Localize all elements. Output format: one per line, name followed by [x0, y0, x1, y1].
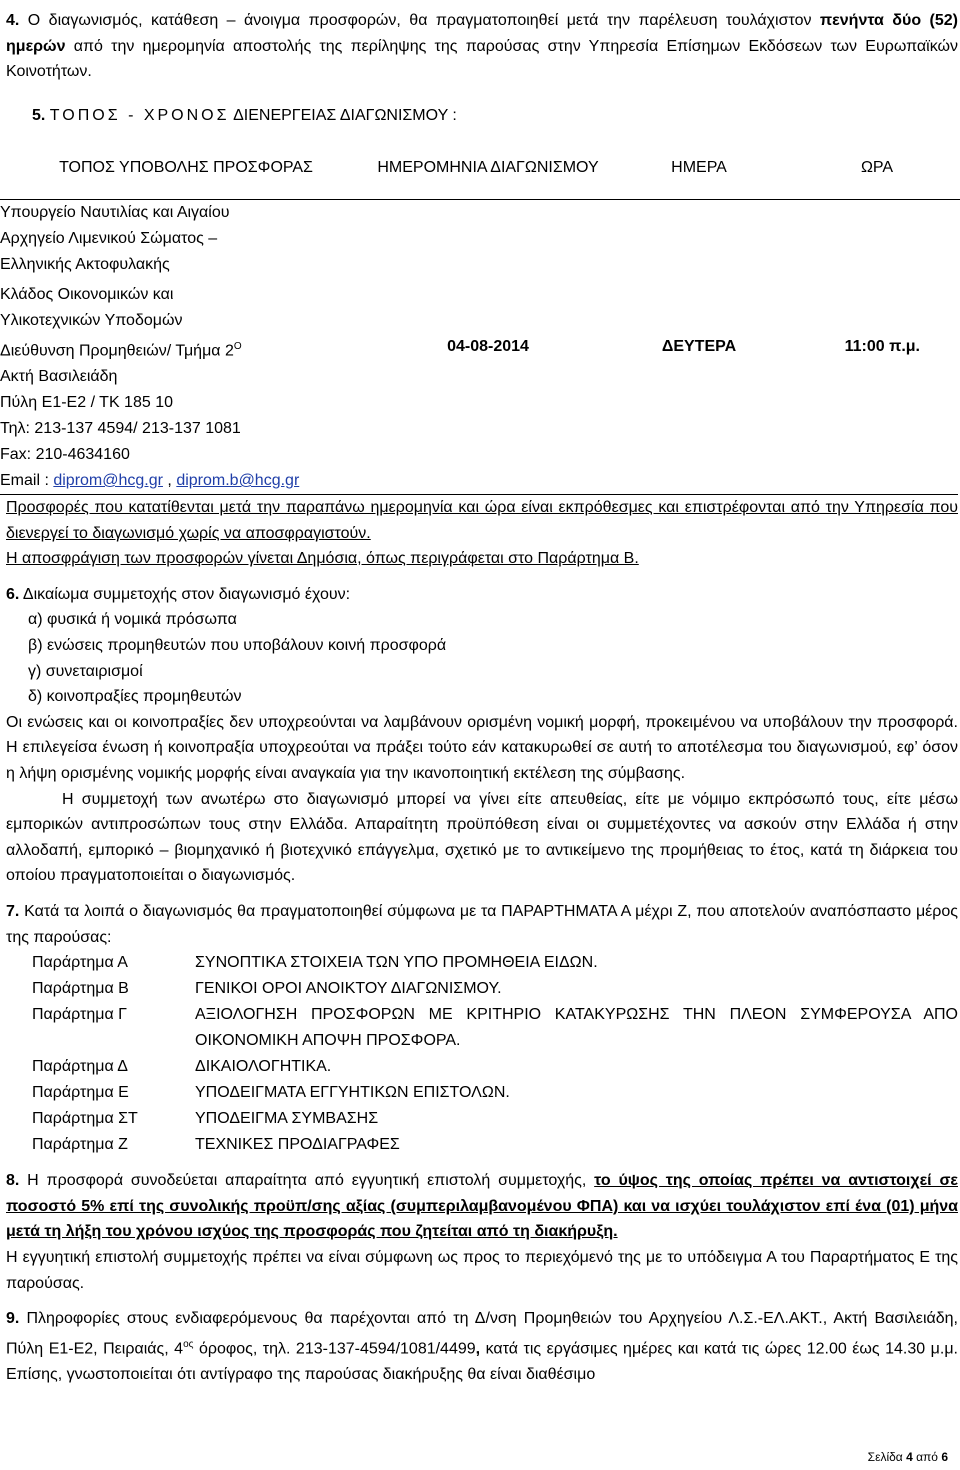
annex-list — [6, 950, 958, 1158]
date-cell: 04-08-2014 — [447, 337, 529, 355]
header-place: ΤΟΠΟΣ ΥΠΟΒΟΛΗΣ ΠΡΟΣΦΟΡΑΣ — [0, 137, 372, 200]
annex-row — [6, 1054, 958, 1080]
section-6-intro-text: Δικαίωμα συμμετοχής στον διαγωνισμό έχουν: — [19, 585, 351, 603]
section-9-comma: , — [475, 1340, 481, 1358]
section-6-intro — [6, 582, 958, 608]
annex-desc: ΔΙΚΑΙΟΛΟΓΗΤΙΚΑ. — [195, 1058, 332, 1076]
address-line: Κλάδος Οικονομικών και — [0, 285, 174, 303]
annex-row — [6, 950, 958, 976]
section-8-bold-underlined: το ύψος της οποίας πρέπει να αντιστοιχεί σε ποσοστό 5% επί της συνολικής προϋπ/σης αξίας (συμπεριλαμβανομένου ΦΠΑ) και να ισχύει τουλάχιστον επί ένα (01) μήνα μετά τη λήξη του χρόνου ισχύος της προσφοράς που ζητείται από τη διακήρυξη. — [6, 1172, 958, 1241]
list-item: α) φυσικά ή νομικά πρόσωπα — [28, 611, 237, 629]
address-line: Τηλ: 213-137 4594/ 213-137 1081 — [0, 420, 241, 438]
annex-name: Παράρτημα Α — [32, 954, 128, 972]
section-5-title-rest: ΔΙΕΝΕΡΓΕΙΑΣ ΔΙΑΓΩΝΙΣΜΟΥ : — [229, 106, 457, 124]
section-9-paragraph — [6, 1306, 958, 1387]
annex-name: Παράρτημα Ε — [32, 1084, 129, 1102]
annex-desc: ΥΠΟΔΕΙΓΜΑΤΑ ΕΓΓΥΗΤΙΚΩΝ ΕΠΙΣΤΟΛΩΝ. — [195, 1084, 510, 1102]
address-line: Fax: 210-4634160 — [0, 446, 130, 464]
annex-desc: ΣΥΝΟΠΤΙΚΑ ΣΤΟΙΧΕΙΑ ΤΩΝ ΥΠΟ ΠΡΟΜΗΘΕΙΑ ΕΙΔΩΝ. — [195, 954, 598, 972]
header-day: ΗΜΕΡΑ — [604, 137, 794, 200]
annex-row — [6, 1132, 958, 1158]
late-offers-note: Προσφορές που κατατίθενται μετά την παραπάνω ημερομηνία και ώρα είναι εκπρόθεσμες και επιστρέφονται από την Υπηρεσία που διενεργεί το διαγωνισμό χωρίς να αποσφραγιστούν. — [0, 494, 958, 546]
address-line-dept — [0, 334, 372, 364]
email-separator: , — [162, 472, 177, 490]
email-link-1[interactable]: diprom@hcg.gr — [53, 472, 163, 490]
section-4-bold: πενήντα δύο (52) ημερών — [6, 12, 958, 55]
section-6-paragraph-2: Η συμμετοχή των ανωτέρω στο διαγωνισμό μπορεί να γίνει είτε απευθείας, είτε με νόμιμο εκπρόσωπό τους, είτε μέσω εμπορικών αντιπροσώπων τους στην Ελλάδα. Απαραίτητη προϋπόθεση είναι οι συμμετέχοντες να ασκούν στην Ελλάδα ή στην αλλοδαπή, εμπορικό – βιομηχανικό ή βιοτεχνικό επάγγελμα, σχετικό με το αντικείμενο της προμήθειας το έτος, κατά τη διάρκεια του οποίου πραγματοποιείται ο διαγωνισμός. — [6, 790, 958, 885]
annex-row — [6, 1080, 958, 1106]
section-4-number: 4. — [6, 12, 20, 29]
annex-desc: ΓΕΝΙΚΟΙ ΟΡΟΙ ΑΝΟΙΚΤΟΥ ΔΙΑΓΩΝΙΣΜΟΥ. — [195, 980, 502, 998]
section-6-number: 6. — [6, 585, 20, 603]
annex-desc: ΤΕΧΝΙΚΕΣ ΠΡΟΔΙΑΓΡΑΦΕΣ — [195, 1136, 400, 1154]
dept-text: Διεύθυνση Προμηθειών/ Τμήμα 2 — [0, 342, 234, 360]
address-line: Υλικοτεχνικών Υποδομών — [0, 311, 183, 329]
section-9-text-3: κατά τις εργάσιμες ημέρες και κατά τις ώρες 12.00 έως 14.30 μ.μ. Επίσης, γνωστοποιείται ότι αντίγραφο της παρούσας διακήρυξης θα είναι διαθέσιμο — [6, 1340, 958, 1383]
list-item: γ) συνεταιρισμοί — [28, 662, 143, 680]
annex-name: Παράρτημα Ζ — [32, 1136, 128, 1154]
header-time: ΩΡΑ — [794, 137, 960, 200]
section-5-number: 5. — [32, 106, 46, 124]
footer-label: Σελίδα — [867, 1450, 907, 1464]
day-cell: ΔΕΥΤΕΡΑ — [661, 337, 737, 355]
address-line: Πύλη Ε1-Ε2 / ΤΚ 185 10 — [0, 394, 173, 412]
section-8-text: Η προσφορά συνοδεύεται απαραίτητα από εγγυητική επιστολή συμμετοχής, — [19, 1172, 595, 1190]
section-7-intro — [6, 899, 958, 950]
annex-desc: ΑΞΙΟΛΟΓΗΣΗ ΠΡΟΣΦΟΡΩΝ ΜΕ ΚΡΙΤΗΡΙΟ ΚΑΤΑΚΥΡΩΣΗΣ ΤΗΝ ΠΛΕΟΝ ΣΥΜΦΕΡΟΥΣΑ ΑΠΟ ΟΙΚΟΝΟΜΙΚΗ ΑΠΟΨΗ ΠΡΟΣΦΟΡΑ. — [195, 1006, 958, 1050]
section-9-number: 9. — [6, 1310, 20, 1328]
section-8-number: 8. — [6, 1172, 20, 1190]
section-4 — [6, 8, 958, 85]
footer-page-number: 4 — [906, 1450, 913, 1464]
section-6-paragraph-1: Οι ενώσεις και οι κοινοπραξίες δεν υποχρεούνται να λαμβάνουν ορισμένη νομική μορφή, προκειμένου να υποβάλουν την προσφορά. Η επιλεγείσα ένωση ή κοινοπραξία υποχρεούται να πράξει τούτο εάν κατακυρωθεί σε αυτή το αποτέλεσμα του διαγωνισμού, εφ’ όσον η λήψη ορισμένης νομικής μορφής είναι αναγκαία για την ικανοποιητική εκτέλεση της σύμβασης. — [6, 713, 958, 783]
table-row — [0, 199, 960, 494]
annex-row — [6, 1106, 958, 1132]
address-line: Υπουργείο Ναυτιλίας και Αιγαίου — [0, 203, 230, 221]
annex-row — [6, 1002, 958, 1054]
dept-superscript: Ο — [233, 340, 242, 352]
floor-superscript: ος — [183, 1338, 194, 1350]
annex-desc: ΥΠΟΔΕΙΓΜΑ ΣΥΜΒΑΣΗΣ — [195, 1110, 379, 1128]
email-link-2[interactable]: diprom.b@hcg.gr — [176, 472, 300, 490]
annex-name: Παράρτημα Γ — [32, 1006, 127, 1024]
section-8-paragraph-2: Η εγγυητική επιστολή συμμετοχής πρέπει να είναι σύμφωνη ως προς το περιεχόμενό της με το υπόδειγμα Α του Παραρτήματος Ε της παρούσας. — [6, 1248, 958, 1292]
section-7-number: 7. — [6, 903, 20, 921]
email-label: Email : — [0, 472, 54, 490]
section-5-title — [32, 103, 958, 129]
section-4-text-2: από την ημερομηνία αποστολής της περίληψης της παρούσας στην Υπηρεσία Επίσημων Εκδόσεων των Ευρωπαϊκών Κοινοτήτων. — [6, 37, 958, 81]
table-header-row — [0, 137, 960, 200]
header-date: ΗΜΕΡΟΜΗΝΙΑ ΔΙΑΓΩΝΙΣΜΟΥ — [372, 137, 604, 200]
email-line — [0, 468, 372, 494]
annex-name: Παράρτημα ΣΤ — [32, 1110, 138, 1128]
time-cell: 11:00 π.μ. — [844, 337, 920, 355]
opening-note: Η αποσφράγιση των προσφορών γίνεται Δημόσια, όπως περιγράφεται στο Παράρτημα Β. — [6, 550, 639, 568]
annex-row — [6, 976, 958, 1002]
section-5-spaced-title: ΤΟΠΟΣ - ΧΡΟΝΟΣ — [49, 106, 230, 124]
annex-name: Παράρτημα Δ — [32, 1058, 128, 1076]
address-line: Αρχηγείο Λιμενικού Σώματος – — [0, 229, 218, 247]
section-7-intro-text: Κατά τα λοιπά ο διαγωνισμός θα πραγματοποιηθεί σύμφωνα με τα ΠΑΡΑΡΤΗΜΑΤΑ Α μέχρι Ζ, που αποτελούν αναπόσπαστο μέρος της παρούσας: — [6, 903, 958, 946]
tender-schedule-table — [0, 137, 960, 494]
annex-name: Παράρτημα Β — [32, 980, 129, 998]
section-8-paragraph-1 — [6, 1168, 958, 1245]
section-9-text-2: όροφος, τηλ. 213-137-4594/1081/4499 — [193, 1340, 476, 1358]
address-cell — [0, 199, 372, 494]
document-page — [0, 8, 958, 1387]
address-line: Ελληνικής Ακτοφυλακής — [0, 255, 170, 273]
address-line: Ακτή Βασιλειάδη — [0, 368, 118, 386]
section-9-text-1: Πληροφορίες στους ενδιαφερόμενους θα παρέχονται από τη Δ/νση Προμηθειών του Αρχηγείου Λ.Σ.-ΕΛ.ΑΚΤ., Ακτή Βασιλειάδη, Πύλη Ε1-Ε2, Πειραιάς, 4 — [6, 1310, 958, 1358]
footer-total-pages: 6 — [941, 1450, 948, 1464]
footer-of: από — [912, 1450, 942, 1464]
list-item: β) ενώσεις προμηθευτών που υποβάλουν κοινή προσφορά — [28, 637, 447, 655]
section-4-text-1: Ο διαγωνισμός, κατάθεση – άνοιγμα προσφορών, θα πραγματοποιηθεί μετά την παρέλευση τουλάχιστον — [19, 12, 820, 29]
page-footer — [868, 1450, 948, 1464]
list-item: δ) κοινοπραξίες προμηθευτών — [28, 688, 242, 706]
